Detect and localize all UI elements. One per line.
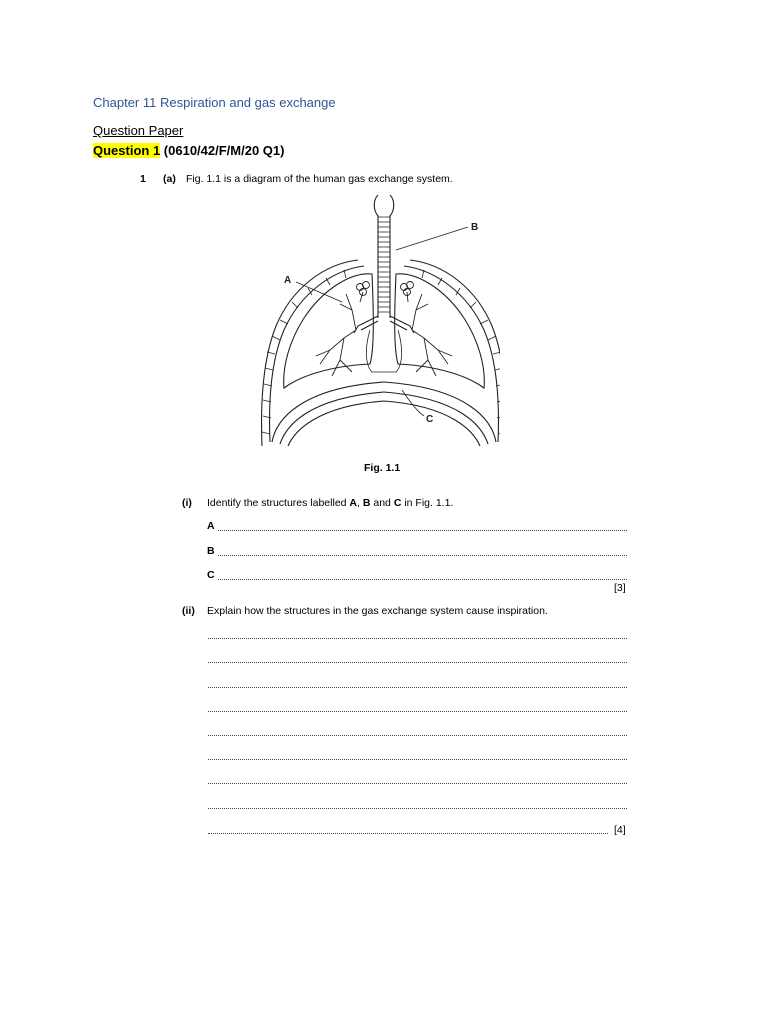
answer-line-ii-last[interactable] (208, 833, 608, 834)
answer-line-ii[interactable] (208, 711, 627, 712)
left-bronchioles (316, 282, 370, 377)
answer-label-a: A (207, 520, 215, 532)
label-b: B (471, 222, 479, 233)
bronchi (354, 316, 414, 333)
question-code: (0610/42/F/M/20 Q1) (160, 143, 285, 158)
answer-line-ii[interactable] (208, 759, 627, 760)
trachea (374, 195, 394, 318)
gas-exchange-diagram (260, 190, 500, 455)
question-label: Question 1 (93, 143, 161, 158)
answer-line-ii[interactable] (208, 783, 627, 784)
leader-b (396, 227, 468, 250)
marks-i: [3] (614, 582, 626, 594)
subquestion-ii-text: Explain how the structures in the gas exchange system cause inspiration. (207, 605, 548, 617)
answer-line-ii[interactable] (208, 808, 627, 809)
marks-ii: [4] (614, 824, 626, 836)
question-number: 1 (140, 173, 146, 185)
answer-label-c: C (207, 569, 215, 581)
question-intro: Fig. 1.1 is a diagram of the human gas exchange system. (186, 173, 453, 185)
label-a: A (284, 275, 292, 286)
answer-line-ii[interactable] (208, 735, 627, 736)
subquestion-i-text: Identify the structures labelled A, B and C in Fig. 1.1. (207, 497, 454, 509)
label-c: C (426, 414, 434, 425)
chapter-title: Chapter 11 Respiration and gas exchange (93, 95, 336, 110)
subquestion-ii-label: (ii) (182, 605, 195, 617)
right-bronchioles (401, 282, 453, 377)
question-paper-heading: Question Paper (93, 123, 184, 138)
right-lung (395, 274, 485, 388)
subquestion-i-label: (i) (182, 497, 192, 509)
question-heading (93, 143, 284, 158)
answer-line-c[interactable] (218, 579, 627, 580)
figure-caption: Fig. 1.1 (364, 462, 401, 474)
answer-line-ii[interactable] (208, 687, 627, 688)
diaphragm (272, 382, 496, 446)
answer-line-b[interactable] (218, 555, 627, 556)
answer-label-b: B (207, 545, 215, 557)
question-part: (a) (163, 173, 176, 185)
answer-line-a[interactable] (218, 530, 627, 531)
chest-wall (262, 260, 500, 446)
answer-line-ii[interactable] (208, 662, 627, 663)
answer-line-ii[interactable] (208, 638, 627, 639)
